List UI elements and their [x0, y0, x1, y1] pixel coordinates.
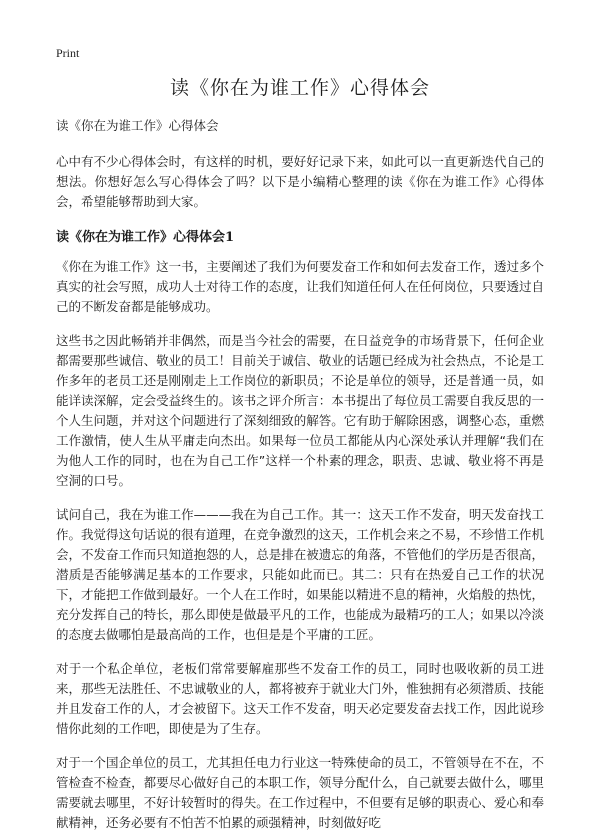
intro-paragraph: 心中有不少心得体会时，有这样的时机，要好好记录下来，如此可以一直更新迭代自己的想法。你想好怎么写心得体会了吗？以下是小编精心整理的读《你在为谁工作》心得体会，希望能够帮助到大家。: [56, 154, 544, 209]
print-link[interactable]: Print: [56, 46, 80, 60]
body-paragraph-5: 对于一个国企单位的员工，尤其担任电力行业这一特殊使命的员工，不管领导在不在，不管检查不检查，都要尽心做好自己的本职工作，领导分配什么，自己就要去做什么，哪里需要就去哪里，不好计较暂时的得失。在工作过程中，不但要有足够的职责心、爱心和奉献精神，还务必要有不怕苦不怕累的顽强精神，时刻做好吃: [56, 755, 544, 830]
body-paragraph-3: 试问自己，我在为谁工作———我在为自己工作。其一：这天工作不发奋，明天发奋找工作。我觉得这句话说的很有道理，在竞争激烈的这天，工作机会来之不易，不珍惜工作机会，不发奋工作而只知道抱怨的人，总是排在被遗忘的角落，不管他们的学历是否很高，潜质是否能够满足基本的工作要求，只能如此而已。其二：只有在热爱自己工作的状况下，才能把工作做到最好。一个人在工作时，如果能以精进不息的精神，火焰般的热忱，充分发挥自己的特长，那么即使是做最平凡的工作，也能成为最精巧的工人；如果以冷淡的态度去做哪怕是最高尚的工作，也但是是个平庸的工匠。: [56, 507, 544, 642]
document-lead: 读《你在为谁工作》心得体会: [56, 118, 219, 133]
body-paragraph-4: 对于一个私企单位，老板们常常要解雇那些不发奋工作的员工，同时也吸收新的员工进来，那些无法胜任、不忠诚敬业的人，都将被弃于就业大门外，惟独拥有必须潜质、技能并且发奋工作的人，才会被留下。这天工作不发奋，明天必定要发奋去找工作，因此说珍惜你此刻的工作吧，即使是为了生存。: [56, 661, 544, 736]
body-paragraph-1: 《你在为谁工作》这一书，主要阐述了我们为何要发奋工作和如何去发奋工作，透过多个真实的社会写照，成功人士对待工作的态度，让我们知道任何人在任何岗位，只要透过自己的不断发奋都是能够成功。: [56, 259, 544, 314]
document-title: 读《你在为谁工作》心得体会: [169, 77, 430, 99]
body-paragraph-2: 这些书之因此畅销并非偶然，而是当今社会的需要，在日益竞争的市场背景下，任何企业都需要那些诚信、敬业的员工！目前关于诚信、敬业的话题已经成为社会热点，不论是工作多年的老员工还是刚刚走上工作岗位的新职员；不论是单位的领导，还是普通一员，如能详读深解，定会受益终生的。该书之评介所言：本书提出了每位员工需要自我反思的一个人生问题，并对这个问题进行了深刻细致的解答。它有助于解除困惑，调整心态，重燃工作激情，使人生从平庸走向杰出。如果每一位员工都能从内心深处承认并理解“我们在为他人工作的同时，也在为自己工作”这样一个朴素的理念，职责、忠诚、敬业将不再是空洞的口号。: [56, 333, 544, 488]
section-title: 读《你在为谁工作》心得体会1: [56, 230, 235, 245]
